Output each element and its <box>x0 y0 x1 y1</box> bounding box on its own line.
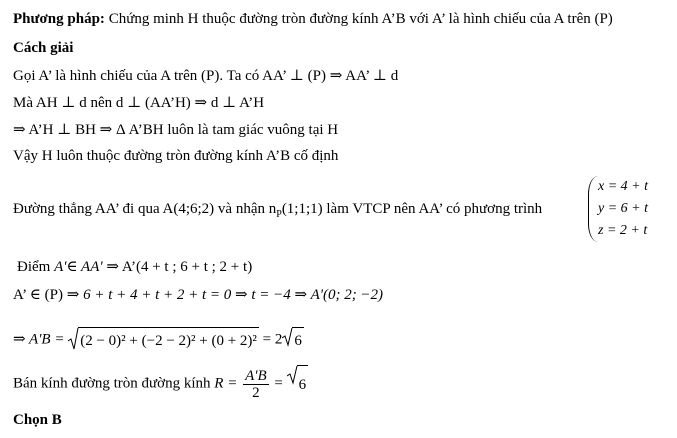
line-1: Gọi A’ là hình chiếu của A trên (P). Ta có AA’ ⊥ (P) ⇒ AA’ ⊥ d <box>13 68 399 84</box>
line-7-math: ⇒ 6 + t + 4 + t + 2 + t = 0 ⇒ t = −4 ⇒ A'(0; 2; −2) <box>66 287 384 303</box>
sqrt-radicand: (2 − 0)² + (−2 − 2)² + (0 + 2)² <box>78 327 259 353</box>
sqrt-distance <box>68 327 259 353</box>
line-5 <box>13 200 542 218</box>
normal-subscript: P <box>276 209 282 220</box>
line-5-end: (1;1;1) làm VTCP nên AA’ có phương trình <box>281 201 543 217</box>
radical-sign-icon <box>287 365 298 385</box>
method-text: Chứng minh H thuộc đường tròn đường kính A’B với A’ là hình chiếu của A trên (P) <box>104 11 613 27</box>
line-5-start: Đường thẳng AA’ đi qua A(4;6;2) và nhận n <box>13 201 277 217</box>
system-eq-x: x = 4 + t <box>598 179 648 194</box>
radical-sign-icon <box>282 327 293 347</box>
system-eq-y: y = 6 + t <box>598 201 648 216</box>
method-label: Phương pháp: <box>13 11 105 27</box>
sqrt-radius <box>287 365 309 403</box>
line-6-start: Điểm <box>17 259 55 275</box>
line-3: ⇒ A’H ⊥ BH ⇒ Δ A’BH luôn là tam giác vuông tại H <box>13 122 339 138</box>
sqrt-six <box>282 327 304 353</box>
line-8-start: ⇒ A'B = <box>13 331 69 348</box>
method-line <box>13 10 613 28</box>
line-equation-system <box>588 176 648 242</box>
line-9-eq: = <box>270 375 287 392</box>
line-7-start: A’ ∈ (P) <box>13 287 67 303</box>
line-6 <box>17 258 252 276</box>
line-8-eq: = 2 <box>258 331 283 348</box>
system-eq-z: z = 2 + t <box>598 223 648 238</box>
line-6-end: A’(4 + t ; 6 + t ; 2 + t) <box>118 259 253 275</box>
line-7 <box>13 286 383 304</box>
line-9 <box>13 365 308 403</box>
line-4: Vậy H luôn thuộc đường tròn đường kính A’B cố định <box>13 148 339 164</box>
radius-symbol: R = <box>214 375 242 392</box>
line-9-start: Bán kính đường tròn đường kính <box>13 375 215 392</box>
answer: Chọn B <box>13 412 62 428</box>
radical-sign-icon <box>68 327 79 351</box>
line-8 <box>13 327 304 353</box>
fraction-denominator: 2 <box>252 384 260 401</box>
line-6-math: A'∈ AA' ⇒ <box>54 259 119 275</box>
line-2: Mà AH ⊥ d nên d ⊥ (AA’H) ⇒ d ⊥ A’H <box>13 95 265 111</box>
sqrt-radius-radicand: 6 <box>297 365 309 403</box>
fraction-numerator: A'B <box>245 367 267 384</box>
solution-heading: Cách giải <box>13 40 74 56</box>
sqrt-six-radicand: 6 <box>292 327 304 353</box>
radius-fraction <box>243 368 269 401</box>
